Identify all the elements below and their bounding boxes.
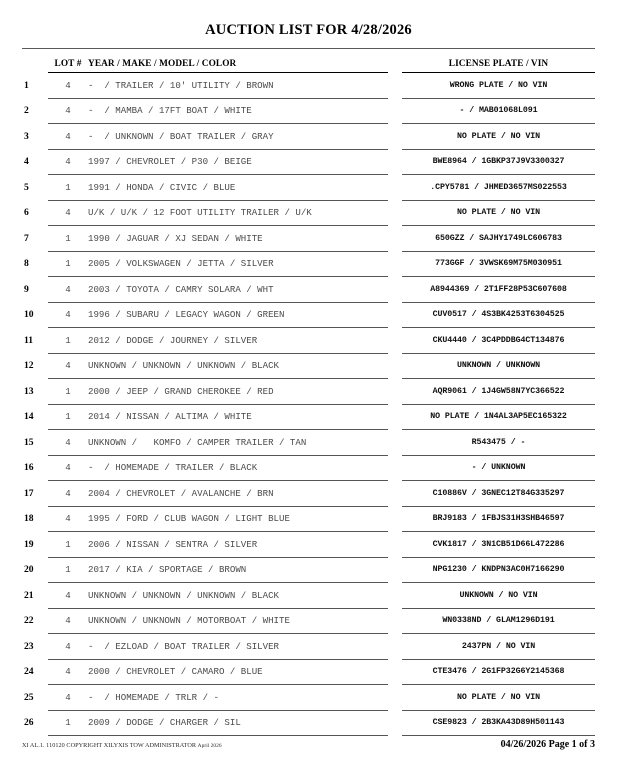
row-gap: [388, 634, 402, 660]
row-description: 2000 / JEEP / GRAND CHEROKEE / RED: [88, 379, 388, 405]
row-plate-vin: NO PLATE / 1N4AL3AP5EC165322: [402, 404, 595, 430]
row-plate-vin: C10886V / 3GNEC12T84G335297: [402, 481, 595, 507]
row-index: 13: [24, 385, 34, 397]
row-index: 21: [24, 589, 34, 601]
row-lot-number: 4: [48, 430, 88, 456]
row-lot-number: 4: [48, 98, 88, 124]
row-plate-vin: CTE3476 / 2G1FP32G6Y2145368: [402, 659, 595, 685]
row-description: 2014 / NISSAN / ALTIMA / WHITE: [88, 404, 388, 430]
row-index: 26: [24, 717, 34, 729]
footer-copyright-text: XI AL.1. 110120 COPYRIGHT XILYXIS TOW ADMINISTRATOR: [22, 742, 197, 749]
page-title: AUCTION LIST FOR 4/28/2026: [205, 22, 412, 38]
row-index: 7: [24, 232, 29, 244]
row-description: UNKNOWN / UNKNOWN / UNKNOWN / BLACK: [88, 583, 388, 609]
row-lot-number: 4: [48, 634, 88, 660]
row-plate-vin: R543475 / -: [402, 430, 595, 456]
table-row: [22, 685, 595, 711]
row-gap: [388, 98, 402, 124]
row-plate-vin: A8944369 / 2T1FF28P53C607608: [402, 277, 595, 303]
row-lot-number: 4: [48, 149, 88, 175]
row-plate-vin: WRONG PLATE / NO VIN: [402, 73, 595, 99]
table-row: [22, 557, 595, 583]
row-gap: [388, 685, 402, 711]
row-plate-vin: 650GZZ / SAJHY1749LC606783: [402, 226, 595, 252]
row-gap: [388, 124, 402, 150]
row-index: 11: [24, 334, 34, 346]
row-plate-vin: CSE9823 / 2B3KA43D89H501143: [402, 710, 595, 736]
row-index: 4: [24, 156, 29, 168]
row-gap: [388, 455, 402, 481]
row-lot-number: 1: [48, 251, 88, 277]
row-plate-vin: .CPY5781 / JHMED3657MS022553: [402, 175, 595, 201]
row-lot-number: 4: [48, 302, 88, 328]
table-row: [22, 175, 595, 201]
row-plate-vin: NO PLATE / NO VIN: [402, 685, 595, 711]
row-plate-vin: BWE8964 / 1GBKP37J9V3300327: [402, 149, 595, 175]
row-gap: [388, 532, 402, 558]
row-description: 2003 / TOYOTA / CAMRY SOLARA / WHT: [88, 277, 388, 303]
row-gap: [388, 175, 402, 201]
row-index: 6: [24, 207, 29, 219]
row-plate-vin: UNKNOWN / UNKNOWN: [402, 353, 595, 379]
row-lot-number: 1: [48, 328, 88, 354]
row-lot-number: 1: [48, 710, 88, 736]
row-gap: [388, 302, 402, 328]
row-gap: [388, 149, 402, 175]
row-description: 1991 / HONDA / CIVIC / BLUE: [88, 175, 388, 201]
row-plate-vin: - / UNKNOWN: [402, 455, 595, 481]
table-row: [22, 353, 595, 379]
column-header-lot: LOT #: [48, 59, 88, 73]
footer-date-page: 04/26/2026 Page 1 of 3: [500, 739, 595, 750]
row-gap: [388, 379, 402, 405]
row-description: 1997 / CHEVROLET / P30 / BEIGE: [88, 149, 388, 175]
row-gap: [388, 353, 402, 379]
row-plate-vin: BRJ9183 / 1FBJS31H3SHB46597: [402, 506, 595, 532]
page-footer: [22, 739, 595, 750]
row-description: 2000 / CHEVROLET / CAMARO / BLUE: [88, 659, 388, 685]
row-index: 2: [24, 105, 29, 117]
table-row: [22, 608, 595, 634]
row-lot-number: 4: [48, 73, 88, 99]
table-row: [22, 73, 595, 99]
row-index: 3: [24, 130, 29, 142]
row-index: 12: [24, 360, 34, 372]
row-lot-number: 4: [48, 455, 88, 481]
table-header: [22, 59, 595, 73]
row-index: 23: [24, 640, 34, 652]
row-plate-vin: 2437PN / NO VIN: [402, 634, 595, 660]
row-plate-vin: - / MAB01068L091: [402, 98, 595, 124]
row-index: 18: [24, 513, 34, 525]
row-index: 24: [24, 666, 34, 678]
row-lot-number: 4: [48, 506, 88, 532]
row-description: - / UNKNOWN / BOAT TRAILER / GRAY: [88, 124, 388, 150]
row-gap: [388, 430, 402, 456]
row-description: 1990 / JAGUAR / XJ SEDAN / WHITE: [88, 226, 388, 252]
row-lot-number: 4: [48, 353, 88, 379]
column-header-description: YEAR / MAKE / MODEL / COLOR: [88, 59, 388, 73]
table-row: [22, 328, 595, 354]
table-row: [22, 251, 595, 277]
table-row: [22, 124, 595, 150]
row-index: 10: [24, 309, 34, 321]
row-plate-vin: CVK1817 / 3N1CB51D66L472286: [402, 532, 595, 558]
row-gap: [388, 251, 402, 277]
row-plate-vin: WN0338ND / GLAM1296D191: [402, 608, 595, 634]
auction-table: [22, 59, 595, 736]
header-row: [22, 59, 595, 73]
footer-copyright: [22, 742, 222, 749]
row-gap: [388, 328, 402, 354]
row-description: UNKNOWN / KOMFO / CAMPER TRAILER / TAN: [88, 430, 388, 456]
table-row: [22, 659, 595, 685]
row-index: 20: [24, 564, 34, 576]
row-gap: [388, 608, 402, 634]
row-description: - / HOMEMADE / TRLR / -: [88, 685, 388, 711]
table-row: [22, 506, 595, 532]
row-description: - / HOMEMADE / TRAILER / BLACK: [88, 455, 388, 481]
table-row: [22, 404, 595, 430]
row-index: 19: [24, 538, 34, 550]
row-description: 2009 / DODGE / CHARGER / SIL: [88, 710, 388, 736]
column-header-gap: [388, 59, 402, 73]
row-lot-number: 1: [48, 226, 88, 252]
row-description: U/K / U/K / 12 FOOT UTILITY TRAILER / U/K: [88, 200, 388, 226]
table-row: [22, 98, 595, 124]
row-plate-vin: UNKNOWN / NO VIN: [402, 583, 595, 609]
row-plate-vin: NPG1230 / KNDPN3AC0H7166290: [402, 557, 595, 583]
row-lot-number: 4: [48, 481, 88, 507]
row-plate-vin: NO PLATE / NO VIN: [402, 124, 595, 150]
row-gap: [388, 277, 402, 303]
row-gap: [388, 506, 402, 532]
row-gap: [388, 659, 402, 685]
row-description: - / EZLOAD / BOAT TRAILER / SILVER: [88, 634, 388, 660]
table-body: [22, 73, 595, 736]
row-description: 1995 / FORD / CLUB WAGON / LIGHT BLUE: [88, 506, 388, 532]
row-description: 2004 / CHEVROLET / AVALANCHE / BRN: [88, 481, 388, 507]
row-index: 8: [24, 258, 29, 270]
row-lot-number: 1: [48, 532, 88, 558]
row-lot-number: 4: [48, 608, 88, 634]
row-plate-vin: NO PLATE / NO VIN: [402, 200, 595, 226]
row-index: 17: [24, 487, 34, 499]
table-row: [22, 430, 595, 456]
table-row: [22, 583, 595, 609]
row-lot-number: 1: [48, 404, 88, 430]
column-header-index: [22, 59, 48, 73]
row-lot-number: 4: [48, 685, 88, 711]
row-lot-number: 4: [48, 659, 88, 685]
row-gap: [388, 710, 402, 736]
row-description: 1996 / SUBARU / LEGACY WAGON / GREEN: [88, 302, 388, 328]
table-row: [22, 455, 595, 481]
row-plate-vin: CUV0517 / 4S3BK4253T6304525: [402, 302, 595, 328]
row-lot-number: 4: [48, 124, 88, 150]
row-plate-vin: AQR9061 / 1J4GW58N7YC366522: [402, 379, 595, 405]
row-lot-number: 1: [48, 557, 88, 583]
column-header-plate-vin: LICENSE PLATE / VIN: [402, 59, 595, 73]
row-lot-number: 4: [48, 200, 88, 226]
row-description: 2005 / VOLKSWAGEN / JETTA / SILVER: [88, 251, 388, 277]
row-description: 2006 / NISSAN / SENTRA / SILVER: [88, 532, 388, 558]
table-row: [22, 277, 595, 303]
row-description: UNKNOWN / UNKNOWN / MOTORBOAT / WHITE: [88, 608, 388, 634]
table-row: [22, 634, 595, 660]
row-index: 14: [24, 411, 34, 423]
table-row: [22, 481, 595, 507]
row-plate-vin: CKU4440 / 3C4PDDBG4CT134876: [402, 328, 595, 354]
table-row: [22, 302, 595, 328]
row-lot-number: 1: [48, 175, 88, 201]
footer-month: April 2026: [197, 743, 222, 749]
table-row: [22, 379, 595, 405]
row-gap: [388, 73, 402, 99]
row-gap: [388, 200, 402, 226]
row-gap: [388, 557, 402, 583]
title-divider: [22, 48, 595, 49]
row-lot-number: 1: [48, 379, 88, 405]
row-index: 25: [24, 691, 34, 703]
row-index: 22: [24, 615, 34, 627]
table-row: [22, 200, 595, 226]
row-description: UNKNOWN / UNKNOWN / UNKNOWN / BLACK: [88, 353, 388, 379]
row-index: 16: [24, 462, 34, 474]
row-index: 9: [24, 283, 29, 295]
table-row: [22, 149, 595, 175]
row-gap: [388, 481, 402, 507]
row-description: 2012 / DODGE / JOURNEY / SILVER: [88, 328, 388, 354]
row-index: 15: [24, 436, 34, 448]
row-description: - / TRAILER / 10' UTILITY / BROWN: [88, 73, 388, 99]
row-lot-number: 4: [48, 583, 88, 609]
row-description: 2017 / KIA / SPORTAGE / BROWN: [88, 557, 388, 583]
row-gap: [388, 226, 402, 252]
table-row: [22, 226, 595, 252]
row-plate-vin: 773GGF / 3VWSK69M75M030951: [402, 251, 595, 277]
row-index: 5: [24, 181, 29, 193]
row-index: 1: [24, 79, 29, 91]
row-lot-number: 4: [48, 277, 88, 303]
row-gap: [388, 583, 402, 609]
table-row: [22, 710, 595, 736]
row-description: - / MAMBA / 17FT BOAT / WHITE: [88, 98, 388, 124]
table-row: [22, 532, 595, 558]
row-gap: [388, 404, 402, 430]
